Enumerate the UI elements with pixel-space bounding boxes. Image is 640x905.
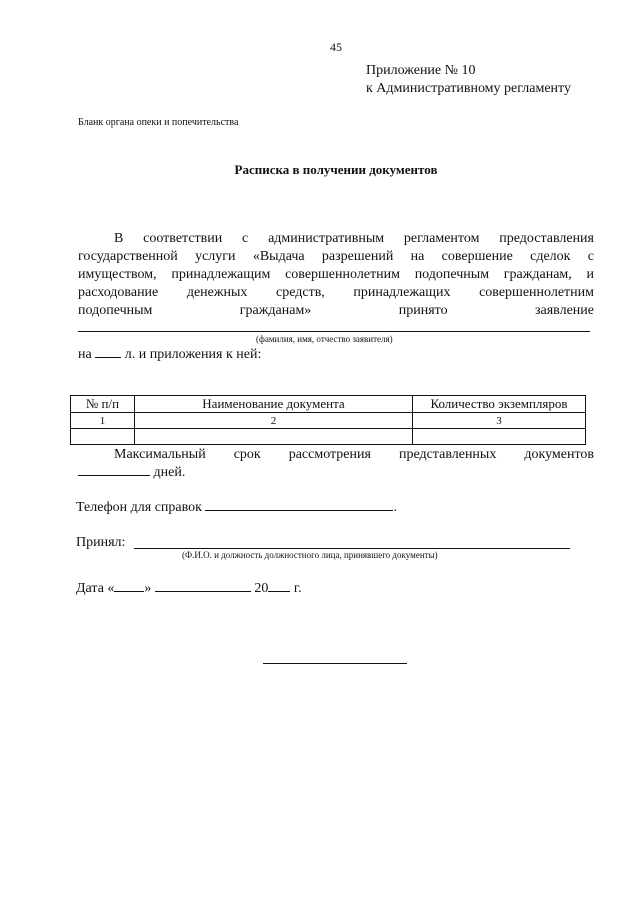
- applicant-name-field[interactable]: [78, 331, 590, 332]
- table-cell[interactable]: [135, 429, 413, 445]
- phone-line: [76, 500, 397, 516]
- pages-count-field[interactable]: [95, 357, 121, 358]
- table-header-row: [71, 396, 586, 413]
- signature-line[interactable]: [263, 663, 407, 664]
- table-cell[interactable]: [413, 429, 586, 445]
- date-year-prefix: 20: [254, 581, 269, 596]
- appendix-line-1: Приложение № 10: [366, 63, 476, 78]
- documents-table: [70, 395, 586, 445]
- col-number-1: 1: [71, 413, 135, 429]
- table-numbers-row: [71, 413, 586, 429]
- appendix-header: [366, 62, 571, 98]
- applicant-caption: (фамилия, имя, отчество заявителя): [256, 334, 393, 344]
- header-document-name: Наименование документа: [135, 396, 413, 413]
- blank-label: Бланк органа опеки и попечительства: [78, 117, 239, 128]
- pages-line: [78, 347, 261, 363]
- date-year-field[interactable]: [268, 591, 290, 592]
- date-month-field[interactable]: [155, 591, 251, 592]
- col-number-2: 2: [135, 413, 413, 429]
- header-copies: Количество экземпляров: [413, 396, 586, 413]
- max-term-word: рассмотрения: [288, 447, 371, 462]
- header-number: № п/п: [71, 396, 135, 413]
- page-number: 45: [330, 40, 342, 54]
- days-count-field[interactable]: [78, 475, 150, 476]
- phone-field[interactable]: [205, 510, 393, 511]
- date-prefix: Дата «: [76, 581, 115, 596]
- accepted-caption: (Ф.И.О. и должность должностного лица, принявшего документы): [182, 550, 438, 560]
- paragraph-line-1: В соответствии с административным регламентом предоставления: [114, 231, 594, 246]
- paragraph-line-2: государственной услуги «Выдача разрешений на совершение сделок с: [78, 249, 594, 264]
- date-mid: »: [144, 581, 152, 596]
- table-row: [71, 429, 586, 445]
- pages-suffix: л. и приложения к ней:: [124, 347, 262, 362]
- pages-prefix: на: [78, 347, 92, 362]
- accepted-line: [76, 535, 125, 551]
- paragraph-line-4: расходование денежных средств, принадлежащих совершеннолетним: [78, 285, 594, 300]
- accepted-by-field[interactable]: [134, 548, 570, 549]
- max-term-word: срок: [233, 447, 261, 462]
- date-line: [76, 581, 302, 597]
- date-day-field[interactable]: [114, 591, 144, 592]
- phone-end: .: [393, 500, 397, 515]
- table-cell[interactable]: [71, 429, 135, 445]
- accepted-label: Принял:: [76, 535, 126, 550]
- max-term-word: представленных: [398, 447, 497, 462]
- phone-label: Телефон для справок: [76, 500, 202, 515]
- max-term-line: [78, 447, 594, 463]
- main-paragraph: [78, 230, 594, 320]
- paragraph-line-5: подопечным гражданам» принято заявление: [78, 303, 594, 318]
- appendix-line-2: к Административному регламенту: [366, 81, 571, 96]
- document-title: Расписка в получении документов: [234, 162, 438, 177]
- max-term-word: Максимальный: [114, 447, 206, 462]
- days-label: дней.: [153, 465, 186, 480]
- max-term-days-line: [78, 465, 185, 481]
- max-term-word: документов: [524, 447, 594, 462]
- paragraph-line-3: имуществом, принадлежащим совершеннолетним подопечным гражданам, и: [78, 267, 594, 282]
- date-suffix: г.: [293, 581, 302, 596]
- col-number-3: 3: [413, 413, 586, 429]
